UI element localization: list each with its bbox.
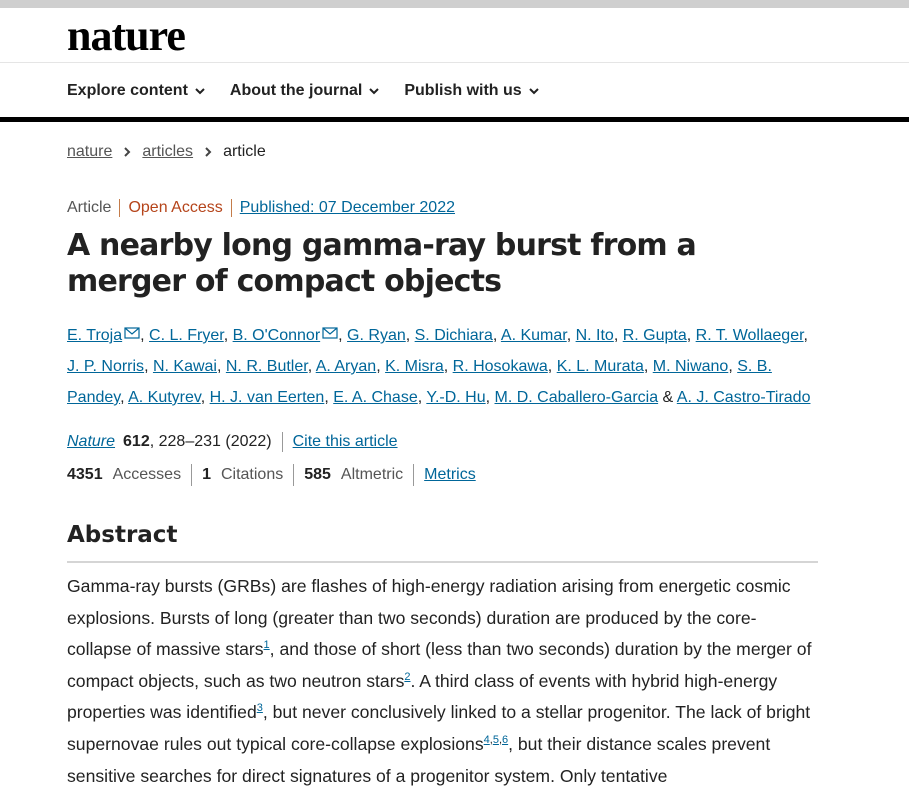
open-access-badge: Open Access: [120, 199, 231, 217]
author-link[interactable]: M. Niwano: [652, 358, 729, 375]
breadcrumb-nature[interactable]: nature: [67, 143, 113, 160]
author-separator: ,: [728, 358, 738, 375]
author-separator: ,: [405, 327, 415, 344]
author-link[interactable]: K. L. Murata: [556, 358, 644, 375]
author-separator: ,: [686, 327, 696, 344]
breadcrumb: [67, 143, 266, 161]
reference-link[interactable]: 4: [483, 733, 490, 746]
citations-label: Citations: [220, 466, 284, 483]
author-link[interactable]: B. O'Connor: [232, 327, 321, 344]
nav-publish-with-us[interactable]: [404, 80, 539, 102]
chevron-down-icon: [194, 85, 206, 97]
author-separator: ,: [216, 358, 226, 375]
abstract-fragment: , but their distance scales prevent sensitive searches for direct signatures of a progenitor system. Only tentative: [67, 733, 771, 786]
author-link[interactable]: N. R. Butler: [225, 358, 308, 375]
author-separator: ,: [613, 327, 623, 344]
published-date-link[interactable]: Published: 07 December 2022: [239, 199, 455, 216]
article-type: Article: [67, 199, 120, 217]
abstract-heading: Abstract: [67, 522, 178, 548]
journal-pages: , 228–231 (2022): [149, 433, 272, 450]
accesses-label: Accesses: [112, 466, 182, 483]
author-separator: &: [658, 389, 677, 406]
author-link[interactable]: C. L. Fryer: [149, 327, 224, 344]
site-logo[interactable]: nature: [67, 11, 185, 60]
nav-explore-content[interactable]: [67, 80, 206, 102]
author-link[interactable]: E. Troja: [67, 327, 123, 344]
citation-line: [67, 432, 398, 452]
mail-icon[interactable]: [124, 327, 140, 339]
breadcrumb-articles[interactable]: articles: [142, 143, 194, 160]
journal-volume: 612: [123, 433, 150, 450]
abstract-divider: [67, 561, 818, 563]
author-link[interactable]: Y.-D. Hu: [426, 389, 486, 406]
author-separator: ,: [485, 389, 495, 406]
nav-label: About the journal: [229, 82, 363, 99]
mail-icon[interactable]: [322, 327, 338, 339]
author-separator: ,: [144, 358, 153, 375]
reference-link[interactable]: 6: [502, 733, 509, 746]
nav-label: Explore content: [67, 82, 188, 99]
separator: [413, 464, 414, 486]
reference-link[interactable]: 5: [492, 733, 499, 746]
author-separator: ,: [223, 327, 233, 344]
chevron-down-icon: [528, 85, 540, 97]
author-link[interactable]: H. J. van Eerten: [209, 389, 325, 406]
altmetric-label: Altmetric: [340, 466, 404, 483]
author-link[interactable]: A. Aryan: [315, 358, 377, 375]
abstract-fragment: , but never conclusively linked to a stellar progenitor. The lack of bright supernovae rules out typical core-collapse explosions: [67, 702, 811, 754]
separator: [191, 464, 192, 486]
accesses-count: 4351: [67, 466, 103, 483]
abstract-fragment: . A third class of events with hybrid high-energy properties was identified: [67, 670, 778, 723]
author-link[interactable]: S. Dichiara: [414, 327, 493, 344]
chevron-down-icon: [368, 85, 380, 97]
main-nav: [67, 80, 564, 102]
metrics-link[interactable]: Metrics: [424, 466, 476, 483]
author-separator: ,: [643, 358, 653, 375]
author-separator: ,: [140, 327, 150, 344]
cite-this-article-link[interactable]: Cite this article: [292, 433, 398, 450]
breadcrumb-current: article: [223, 143, 266, 160]
author-link[interactable]: R. T. Wollaeger: [695, 327, 804, 344]
reference-separator: ,: [489, 733, 493, 746]
citations-count: 1: [202, 466, 211, 483]
author-link[interactable]: J. P. Norris: [67, 358, 145, 375]
author-separator: ,: [492, 327, 501, 344]
nav-label: Publish with us: [404, 82, 522, 99]
author-link[interactable]: A. J. Castro-Tirado: [676, 389, 811, 406]
author-list: [67, 320, 812, 413]
author-separator: ,: [338, 327, 348, 344]
reference-separator: ,: [498, 733, 502, 746]
abstract-text: [67, 571, 817, 792]
author-separator: ,: [417, 389, 427, 406]
author-separator: ,: [200, 389, 210, 406]
author-link[interactable]: M. D. Caballero-Garcia: [494, 389, 659, 406]
author-link[interactable]: S. B. Pandey: [67, 358, 772, 406]
top-bar: [0, 0, 909, 8]
chevron-right-icon: [203, 146, 213, 158]
author-link[interactable]: E. A. Chase: [333, 389, 418, 406]
author-link[interactable]: R. Gupta: [622, 327, 687, 344]
nav-about-journal[interactable]: [230, 80, 380, 102]
author-link[interactable]: A. Kutyrev: [128, 389, 201, 406]
reference-link[interactable]: 3: [256, 702, 263, 715]
journal-name[interactable]: Nature: [67, 433, 116, 450]
header-divider: [0, 62, 909, 63]
author-link[interactable]: R. Hosokawa: [452, 358, 548, 375]
altmetric-score: 585: [304, 466, 331, 483]
author-separator: ,: [547, 358, 557, 375]
author-separator: ,: [566, 327, 576, 344]
author-link[interactable]: K. Misra: [385, 358, 444, 375]
author-separator: ,: [443, 358, 453, 375]
author-separator: ,: [120, 389, 129, 406]
abstract-fragment: , and those of short (less than two seconds) duration by the merger of compact objects, such as two neutron stars: [67, 639, 812, 691]
separator: [282, 432, 283, 452]
chevron-right-icon: [122, 146, 132, 158]
author-separator: ,: [803, 327, 808, 344]
article-title: A nearby long gamma-ray burst from a merger of compact objects: [67, 228, 696, 299]
reference-link[interactable]: 2: [404, 670, 411, 683]
author-link[interactable]: N. Kawai: [152, 358, 217, 375]
reference-link[interactable]: 1: [263, 639, 270, 652]
nav-divider: [0, 117, 909, 122]
article-metrics: [67, 464, 476, 486]
author-link[interactable]: G. Ryan: [347, 327, 406, 344]
author-link[interactable]: N. Ito: [575, 327, 614, 344]
author-separator: ,: [324, 389, 334, 406]
author-separator: ,: [376, 358, 386, 375]
abstract-fragment: Gamma-ray bursts (GRBs) are flashes of high-energy radiation arising from energetic cosmic explosions. Bursts of long (greater than two seconds) duration are produced by the core-collapse of massive stars: [67, 576, 791, 660]
article-meta: [67, 199, 455, 217]
author-separator: ,: [307, 358, 316, 375]
author-link[interactable]: A. Kumar: [500, 327, 567, 344]
separator: [293, 464, 294, 486]
